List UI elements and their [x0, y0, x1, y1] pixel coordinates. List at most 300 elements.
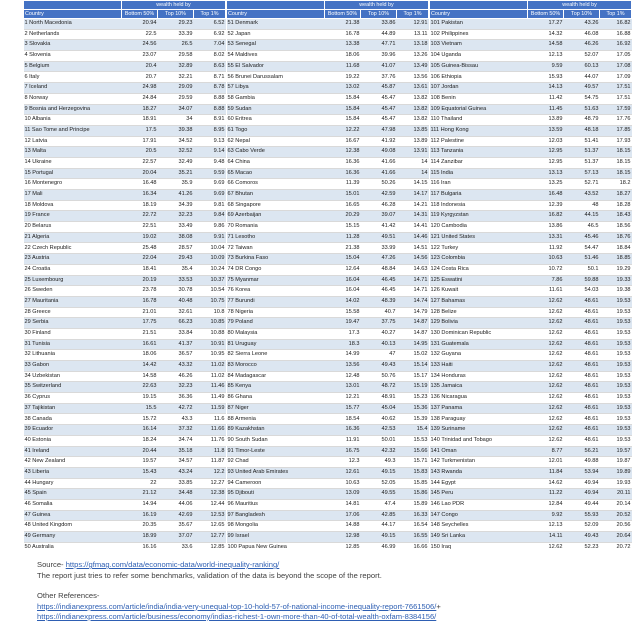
top-10-cell: 51.41: [564, 136, 600, 147]
country-cell: 131 Guatemala: [430, 339, 528, 350]
country-cell: 61 Togo: [227, 125, 325, 136]
country-cell: 40 Estonia: [24, 435, 122, 446]
top-1-cell: 18.84: [600, 243, 632, 254]
top-10-cell: 45.47: [361, 115, 397, 126]
top-1-cell: 14: [397, 157, 429, 168]
top-10-cell: 45.47: [361, 104, 397, 115]
table-row: [227, 147, 429, 158]
country-cell: 132 Guyana: [430, 350, 528, 361]
wealth-table-2: [226, 0, 429, 552]
top-10-cell: 50.1: [564, 264, 600, 275]
bottom-50-cell: 14.62: [528, 478, 564, 489]
country-cell: 53 Senegal: [227, 40, 325, 51]
bottom-50-cell: 21.12: [122, 489, 158, 500]
country-cell: 51 Denmark: [227, 19, 325, 30]
top-1-cell: 16.82: [600, 19, 632, 30]
table-row: [430, 532, 632, 543]
top-10-cell: 48.61: [564, 361, 600, 372]
top-10-cell: 54.03: [564, 286, 600, 297]
top-1-cell: 19.33: [600, 275, 632, 286]
table-row: [227, 296, 429, 307]
bottom-50-cell: 16.67: [325, 136, 361, 147]
top-1-cell: 13.11: [397, 29, 429, 40]
header-group-label: wealth held by: [325, 1, 429, 10]
top-1-cell: 11.59: [194, 403, 226, 414]
top-1-cell: 9.69: [194, 179, 226, 190]
bottom-50-cell: 18.24: [122, 435, 158, 446]
top-1-cell: 18.56: [600, 222, 632, 233]
table-row: [227, 83, 429, 94]
table-row: [227, 382, 429, 393]
bottom-50-cell: 15.84: [325, 115, 361, 126]
country-cell: 32 Lithuania: [24, 350, 122, 361]
top-1-cell: 15.23: [397, 393, 429, 404]
bottom-50-cell: 19.22: [325, 72, 361, 83]
top-1-cell: 9.81: [194, 200, 226, 211]
country-cell: 48 United Kingdom: [24, 521, 122, 532]
reference-link-2[interactable]: https://indianexpress.com/article/business/economy/indias-richest-1-own-more-than-40-of-total-wealth-oxfam-8384156/: [37, 612, 437, 621]
country-cell: 93 United Arab Emirates: [227, 467, 325, 478]
top-1-cell: 19.29: [600, 264, 632, 275]
top-1-cell: 17.59: [600, 104, 632, 115]
top-10-cell: 41.37: [158, 339, 194, 350]
top-1-cell: 12.91: [397, 19, 429, 30]
country-cell: 30 Finland: [24, 328, 122, 339]
table-row: [430, 446, 632, 457]
top-10-cell: 35.4: [158, 264, 194, 275]
top-1-cell: 14.71: [397, 286, 429, 297]
top-10-cell: 36.57: [158, 350, 194, 361]
top-10-cell: 29.59: [158, 93, 194, 104]
top-10-cell: 46.5: [564, 222, 600, 233]
bottom-50-cell: 13.56: [325, 361, 361, 372]
bottom-50-cell: 14.32: [528, 29, 564, 40]
top-10-cell: 33.85: [158, 478, 194, 489]
top-1-cell: 19.53: [600, 328, 632, 339]
bottom-50-cell: 15.04: [325, 254, 361, 265]
top-1-cell: 16.66: [397, 542, 429, 552]
bottom-50-cell: 22.51: [122, 222, 158, 233]
country-cell: 110 Thailand: [430, 115, 528, 126]
reference-link-1[interactable]: https://indianexpress.com/article/india/india-very-unequal-top-10-hold-57-of-national-income-inequality-report-7661506/: [37, 601, 437, 611]
bottom-50-cell: 24.98: [122, 83, 158, 94]
country-cell: 82 Sierra Leone: [227, 350, 325, 361]
bottom-50-cell: 18.06: [325, 51, 361, 62]
country-cell: 90 South Sudan: [227, 435, 325, 446]
table-row: [227, 532, 429, 543]
country-cell: 24 Croatia: [24, 264, 122, 275]
bottom-50-cell: 9.59: [528, 61, 564, 72]
country-cell: 66 Comoros: [227, 179, 325, 190]
bottom-50-cell: 14.99: [325, 350, 361, 361]
country-cell: 149 Sri Lanka: [430, 532, 528, 543]
table-row: [24, 200, 226, 211]
bottom-50-cell: 20.5: [122, 147, 158, 158]
top-10-cell: 50.76: [361, 371, 397, 382]
top-1-cell: 16.54: [397, 521, 429, 532]
country-cell: 28 Greece: [24, 307, 122, 318]
top-1-cell: 14: [397, 168, 429, 179]
top-1-cell: 14.71: [397, 275, 429, 286]
table-row: [24, 72, 226, 83]
top-1-cell: 13.85: [397, 125, 429, 136]
top-1-cell: 10.37: [194, 275, 226, 286]
table-row: [24, 136, 226, 147]
bottom-50-cell: 12.62: [528, 403, 564, 414]
country-cell: 78 Nigeria: [227, 307, 325, 318]
country-cell: 91 Timor-Leste: [227, 446, 325, 457]
country-cell: 36 Cyprus: [24, 393, 122, 404]
top-1-cell: 16.33: [397, 510, 429, 521]
top-1-cell: 19.93: [600, 478, 632, 489]
top-1-cell: 10.91: [194, 339, 226, 350]
table-row: [24, 243, 226, 254]
country-cell: 84 Madagascar: [227, 371, 325, 382]
top-10-cell: 32.49: [158, 157, 194, 168]
top-1-cell: 14.21: [397, 200, 429, 211]
table-row: [24, 350, 226, 361]
bottom-50-cell: 16.78: [122, 296, 158, 307]
country-cell: 41 Ireland: [24, 446, 122, 457]
top-1-cell: 11.76: [194, 435, 226, 446]
table-row: [430, 125, 632, 136]
table-row: [24, 275, 226, 286]
country-cell: 125 Eswatini: [430, 275, 528, 286]
country-cell: 83 Morocco: [227, 361, 325, 372]
country-cell: 97 Bangladesh: [227, 510, 325, 521]
top-10-cell: 34.74: [158, 435, 194, 446]
table-row: [227, 521, 429, 532]
country-cell: 65 Macao: [227, 168, 325, 179]
top-1-cell: 8.71: [194, 72, 226, 83]
table-row: [430, 328, 632, 339]
table-row: [24, 179, 226, 190]
table-row: [24, 328, 226, 339]
table-row: [24, 510, 226, 521]
bottom-50-cell: 15.5: [122, 403, 158, 414]
top-10-cell: 49.08: [361, 147, 397, 158]
bottom-50-cell: 25.48: [122, 243, 158, 254]
bottom-50-cell: 14.42: [122, 361, 158, 372]
top-1-cell: 15.85: [397, 478, 429, 489]
table-row: [24, 286, 226, 297]
table-row: [24, 425, 226, 436]
table-row: [24, 125, 226, 136]
bottom-50-cell: 18.91: [122, 115, 158, 126]
source-link[interactable]: https://gfmag.com/data/economic-data/world-inequality-ranking/: [65, 560, 280, 569]
table-row: [24, 499, 226, 510]
country-cell: 119 Kyrgyzstan: [430, 211, 528, 222]
top-10-cell: 51.37: [564, 147, 600, 158]
top-10-cell: 40.7: [361, 307, 397, 318]
table-row: [430, 489, 632, 500]
bottom-50-cell: 16.19: [122, 510, 158, 521]
bottom-50-cell: 16.48: [528, 190, 564, 201]
bottom-50-cell: 16.82: [528, 211, 564, 222]
top-1-cell: 15.4: [397, 425, 429, 436]
bottom-50-cell: 10.63: [528, 254, 564, 265]
table-row: [227, 254, 429, 265]
header-country: Country: [24, 10, 122, 19]
bottom-50-cell: 12.64: [325, 264, 361, 275]
bottom-50-cell: 20.35: [122, 521, 158, 532]
table-row: [24, 318, 226, 329]
table-row: [227, 307, 429, 318]
table-row: [430, 296, 632, 307]
bottom-50-cell: 21.38: [325, 19, 361, 30]
wealth-table-3: [429, 0, 632, 552]
country-cell: 7 Iceland: [24, 83, 122, 94]
header-top-1: Top 1%: [397, 10, 429, 19]
top-10-cell: 46.28: [361, 200, 397, 211]
bottom-50-cell: 11.68: [325, 61, 361, 72]
top-1-cell: 10.24: [194, 264, 226, 275]
top-10-cell: 49.15: [361, 532, 397, 543]
table-row: [227, 446, 429, 457]
top-1-cell: 10.04: [194, 243, 226, 254]
top-10-cell: 34.57: [158, 457, 194, 468]
country-cell: 29 Serbia: [24, 318, 122, 329]
table-row: [430, 168, 632, 179]
top-10-cell: 48.61: [564, 328, 600, 339]
bottom-50-cell: 12.62: [528, 393, 564, 404]
top-10-cell: 46.26: [158, 371, 194, 382]
top-10-cell: 60.13: [564, 61, 600, 72]
table-row: [24, 307, 226, 318]
top-10-cell: 44.15: [564, 211, 600, 222]
bottom-50-cell: 16.16: [122, 542, 158, 552]
country-cell: 146 Lao PDR: [430, 499, 528, 510]
country-cell: 62 Nepal: [227, 136, 325, 147]
top-10-cell: 33.86: [361, 19, 397, 30]
top-10-cell: 33.39: [158, 29, 194, 40]
country-cell: 145 Peru: [430, 489, 528, 500]
top-1-cell: 17.09: [600, 72, 632, 83]
top-1-cell: 14.46: [397, 232, 429, 243]
country-cell: 130 Dominican Republic: [430, 328, 528, 339]
top-10-cell: 40.27: [361, 328, 397, 339]
table-row: [24, 532, 226, 543]
top-1-cell: 20.11: [600, 489, 632, 500]
header-top-1: Top 1%: [600, 10, 632, 19]
top-1-cell: 13.91: [397, 147, 429, 158]
bottom-50-cell: 12.62: [528, 350, 564, 361]
table-row: [227, 457, 429, 468]
top-1-cell: 18.2: [600, 179, 632, 190]
top-10-cell: 52.23: [564, 542, 600, 552]
bottom-50-cell: 20.4: [122, 61, 158, 72]
table-row: [430, 350, 632, 361]
bottom-50-cell: 13.25: [528, 179, 564, 190]
top-10-cell: 39.96: [361, 51, 397, 62]
table-row: [430, 499, 632, 510]
country-cell: 117 Bulgaria: [430, 190, 528, 201]
top-1-cell: 8.02: [194, 51, 226, 62]
top-10-cell: 52.05: [361, 478, 397, 489]
table-row: [227, 328, 429, 339]
top-1-cell: 15.19: [397, 382, 429, 393]
top-1-cell: 15.53: [397, 435, 429, 446]
top-1-cell: 11.46: [194, 382, 226, 393]
country-cell: 56 Brunei Darussalam: [227, 72, 325, 83]
top-10-cell: 34.48: [158, 489, 194, 500]
bottom-50-cell: 22.04: [122, 254, 158, 265]
top-1-cell: 18.27: [600, 190, 632, 201]
country-cell: 55 El Salvador: [227, 61, 325, 72]
bottom-50-cell: 20.19: [122, 275, 158, 286]
bottom-50-cell: 17.27: [528, 19, 564, 30]
bottom-50-cell: 17.91: [122, 136, 158, 147]
top-1-cell: 9.48: [194, 157, 226, 168]
country-cell: 92 Chad: [227, 457, 325, 468]
disclaimer: The report just tries to refer some benchmarks, validation of the data is beyond the scope of the report.: [37, 570, 382, 580]
table-row: [24, 489, 226, 500]
bottom-50-cell: 12.62: [528, 435, 564, 446]
top-1-cell: 13.49: [397, 61, 429, 72]
bottom-50-cell: 18.06: [122, 350, 158, 361]
table-row: [430, 147, 632, 158]
top-1-cell: 12.77: [194, 532, 226, 543]
top-1-cell: 19.53: [600, 296, 632, 307]
top-1-cell: 14.17: [397, 190, 429, 201]
bottom-50-cell: 12.62: [528, 371, 564, 382]
bottom-50-cell: 20.7: [122, 72, 158, 83]
table-row: [430, 467, 632, 478]
bottom-50-cell: 12.62: [528, 318, 564, 329]
bottom-50-cell: 14.13: [528, 83, 564, 94]
table-row: [24, 254, 226, 265]
table-row: [24, 40, 226, 51]
country-cell: 102 Philippines: [430, 29, 528, 40]
bottom-50-cell: 15.77: [325, 403, 361, 414]
top-1-cell: 14.41: [397, 222, 429, 233]
top-10-cell: 51.63: [564, 104, 600, 115]
bottom-50-cell: 22.57: [122, 157, 158, 168]
top-10-cell: 48.61: [564, 414, 600, 425]
top-10-cell: 48.61: [564, 435, 600, 446]
bottom-50-cell: 14.58: [122, 371, 158, 382]
bottom-50-cell: 16.04: [325, 286, 361, 297]
top-1-cell: 8.88: [194, 93, 226, 104]
country-cell: 64 China: [227, 157, 325, 168]
table-row: [227, 435, 429, 446]
country-cell: 106 Ethiopia: [430, 72, 528, 83]
bottom-50-cell: 15.01: [325, 190, 361, 201]
table-row: [430, 51, 632, 62]
bottom-50-cell: 13.13: [528, 168, 564, 179]
country-cell: 13 Malta: [24, 147, 122, 158]
top-1-cell: 19.53: [600, 318, 632, 329]
top-1-cell: 14.74: [397, 296, 429, 307]
top-1-cell: 15.83: [397, 467, 429, 478]
country-cell: 34 Uzbekistan: [24, 371, 122, 382]
country-cell: 68 Singapore: [227, 200, 325, 211]
top-1-cell: 11.02: [194, 371, 226, 382]
country-cell: 70 Romania: [227, 222, 325, 233]
country-cell: 11 Sao Tome and Principe: [24, 125, 122, 136]
country-cell: 49 Germany: [24, 532, 122, 543]
table-row: [227, 286, 429, 297]
header-top-1: Top 1%: [194, 10, 226, 19]
top-10-cell: 44.17: [361, 521, 397, 532]
top-10-cell: 57.13: [564, 168, 600, 179]
top-1-cell: 14.79: [397, 307, 429, 318]
country-cell: 38 Canada: [24, 414, 122, 425]
country-cell: 74 DR Congo: [227, 264, 325, 275]
country-cell: 25 Luxembourg: [24, 275, 122, 286]
bottom-50-cell: 16.04: [325, 275, 361, 286]
country-cell: 141 Oman: [430, 446, 528, 457]
top-10-cell: 48.72: [361, 382, 397, 393]
top-10-cell: 49.55: [361, 489, 397, 500]
top-1-cell: 9.13: [194, 136, 226, 147]
table-row: [24, 264, 226, 275]
top-10-cell: 39.38: [158, 125, 194, 136]
table-row: [227, 264, 429, 275]
country-cell: 60 Eritrea: [227, 115, 325, 126]
bottom-50-cell: 16.36: [325, 168, 361, 179]
table-row: [227, 157, 429, 168]
table-row: [24, 521, 226, 532]
top-1-cell: 17.93: [600, 136, 632, 147]
country-cell: 107 Jordan: [430, 83, 528, 94]
country-cell: 137 Panama: [430, 403, 528, 414]
table-row: [227, 222, 429, 233]
country-cell: 116 Iran: [430, 179, 528, 190]
top-1-cell: 18.85: [600, 254, 632, 265]
header-country: Country: [430, 10, 528, 19]
bottom-50-cell: 12.62: [528, 328, 564, 339]
country-cell: 14 Ukraine: [24, 157, 122, 168]
table-row: [430, 211, 632, 222]
top-1-cell: 14.95: [397, 339, 429, 350]
table-row: [430, 157, 632, 168]
top-1-cell: 12.38: [194, 489, 226, 500]
top-10-cell: 48.61: [564, 339, 600, 350]
top-10-cell: 47: [361, 350, 397, 361]
bottom-50-cell: 14.58: [528, 40, 564, 51]
top-10-cell: 49.15: [361, 467, 397, 478]
top-1-cell: 10.09: [194, 254, 226, 265]
country-cell: 42 New Zealand: [24, 457, 122, 468]
source-line: [37, 560, 627, 571]
top-10-cell: 43.3: [158, 414, 194, 425]
top-10-cell: 45.47: [361, 93, 397, 104]
table-row: [430, 222, 632, 233]
top-10-cell: 43.52: [564, 190, 600, 201]
top-1-cell: 20.64: [600, 532, 632, 543]
bottom-50-cell: 11.42: [528, 93, 564, 104]
top-10-cell: 42.85: [361, 510, 397, 521]
top-10-cell: 41.26: [158, 190, 194, 201]
table-row: [430, 40, 632, 51]
bottom-50-cell: 13.09: [325, 489, 361, 500]
table-row: [24, 393, 226, 404]
table-row: [430, 275, 632, 286]
bottom-50-cell: 12.62: [528, 542, 564, 552]
bottom-50-cell: 23.78: [122, 286, 158, 297]
bottom-50-cell: 13.86: [528, 222, 564, 233]
top-1-cell: 14.51: [397, 243, 429, 254]
bottom-50-cell: 14.88: [325, 521, 361, 532]
top-10-cell: 36.36: [158, 393, 194, 404]
top-10-cell: 49.51: [361, 232, 397, 243]
bottom-50-cell: 13.89: [528, 115, 564, 126]
top-10-cell: 42.59: [361, 190, 397, 201]
top-1-cell: 19.53: [600, 425, 632, 436]
top-1-cell: 13.82: [397, 115, 429, 126]
bottom-50-cell: 18.3: [325, 339, 361, 350]
